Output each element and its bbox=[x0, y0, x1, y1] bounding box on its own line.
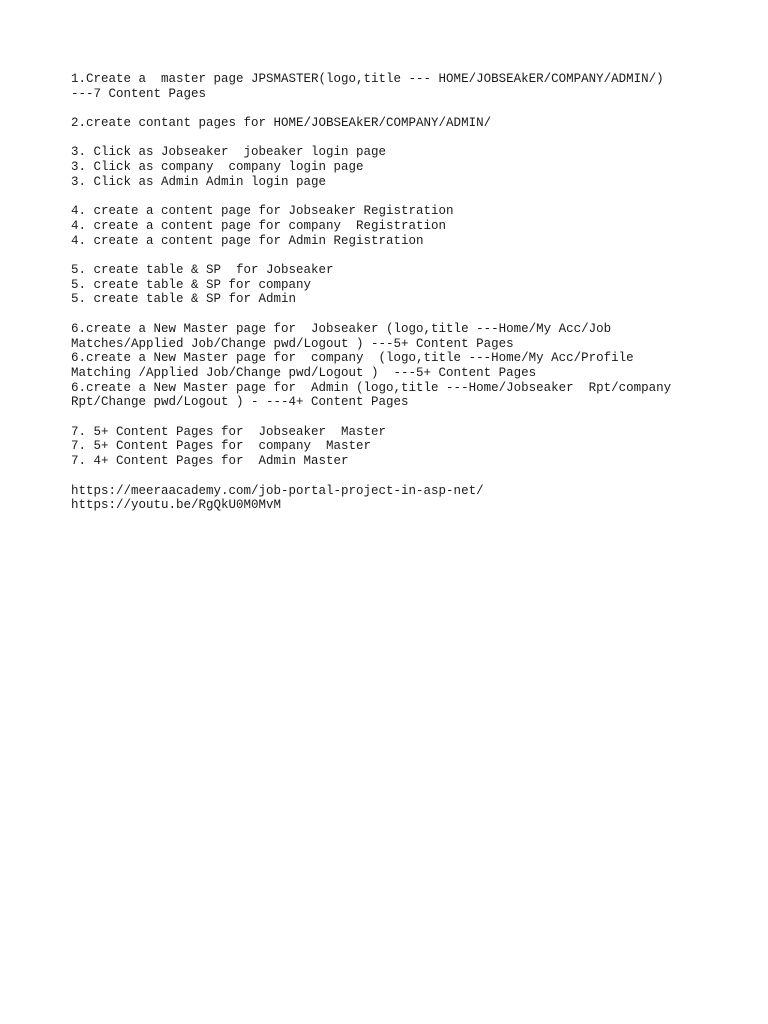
text-line: 1.Create a master page JPSMASTER(logo,title --- HOME/JOBSEAkER/COMPANY/ADMIN/) bbox=[71, 72, 664, 86]
step-5-paragraph bbox=[71, 263, 751, 307]
text-line: 5. create table & SP for company bbox=[71, 277, 312, 292]
text-line: Matches/Applied Job/Change pwd/Logout ) ---5+ Content Pages bbox=[71, 336, 514, 351]
text-line: 3. Click as company company login page bbox=[71, 160, 364, 175]
step-1-paragraph bbox=[71, 72, 751, 101]
text-line: 3. Click as Jobseaker jobeaker login page bbox=[71, 145, 387, 160]
document-page bbox=[71, 72, 751, 528]
text-line: 2.create contant pages for HOME/JOBSEAkER/COMPANY/ADMIN/ bbox=[71, 116, 492, 131]
meeraacademy-link[interactable]: https://meeraacademy.com/job-portal-project-in-asp-net/ bbox=[71, 483, 484, 498]
youtube-link[interactable]: https://youtu.be/RgQkU0M0MvM bbox=[71, 498, 282, 513]
step-6-paragraph bbox=[71, 322, 751, 410]
text-line: Matching /Applied Job/Change pwd/Logout ) ---5+ Content Pages bbox=[71, 365, 537, 380]
text-line: 7. 5+ Content Pages for Jobseaker Master bbox=[71, 424, 387, 439]
text-line: Rpt/Change pwd/Logout ) - ---4+ Content Pages bbox=[71, 395, 409, 410]
text-line: 4. create a content page for Admin Registration bbox=[71, 233, 424, 248]
step-4-paragraph bbox=[71, 204, 751, 248]
text-line: 4. create a content page for company Registration bbox=[71, 218, 447, 233]
text-line: 4. create a content page for Jobseaker Registration bbox=[71, 204, 454, 219]
links-paragraph bbox=[71, 484, 751, 513]
text-line: 5. create table & SP for Jobseaker bbox=[71, 263, 334, 278]
step-2-paragraph bbox=[71, 116, 751, 131]
text-line: 7. 5+ Content Pages for company Master bbox=[71, 439, 372, 454]
text-line: 6.create a New Master page for company (logo,title ---Home/My Acc/Profile bbox=[71, 351, 634, 366]
text-line: 6.create a New Master page for Admin (logo,title ---Home/Jobseaker Rpt/company bbox=[71, 380, 672, 395]
text-line: ---7 Content Pages bbox=[71, 86, 207, 101]
text-line: 5. create table & SP for Admin bbox=[71, 292, 297, 307]
step-7-paragraph bbox=[71, 425, 751, 469]
text-line: 3. Click as Admin Admin login page bbox=[71, 174, 327, 189]
text-line: 7. 4+ Content Pages for Admin Master bbox=[71, 454, 349, 469]
step-3-paragraph bbox=[71, 145, 751, 189]
text-line: 6.create a New Master page for Jobseaker (logo,title ---Home/My Acc/Job bbox=[71, 321, 612, 336]
